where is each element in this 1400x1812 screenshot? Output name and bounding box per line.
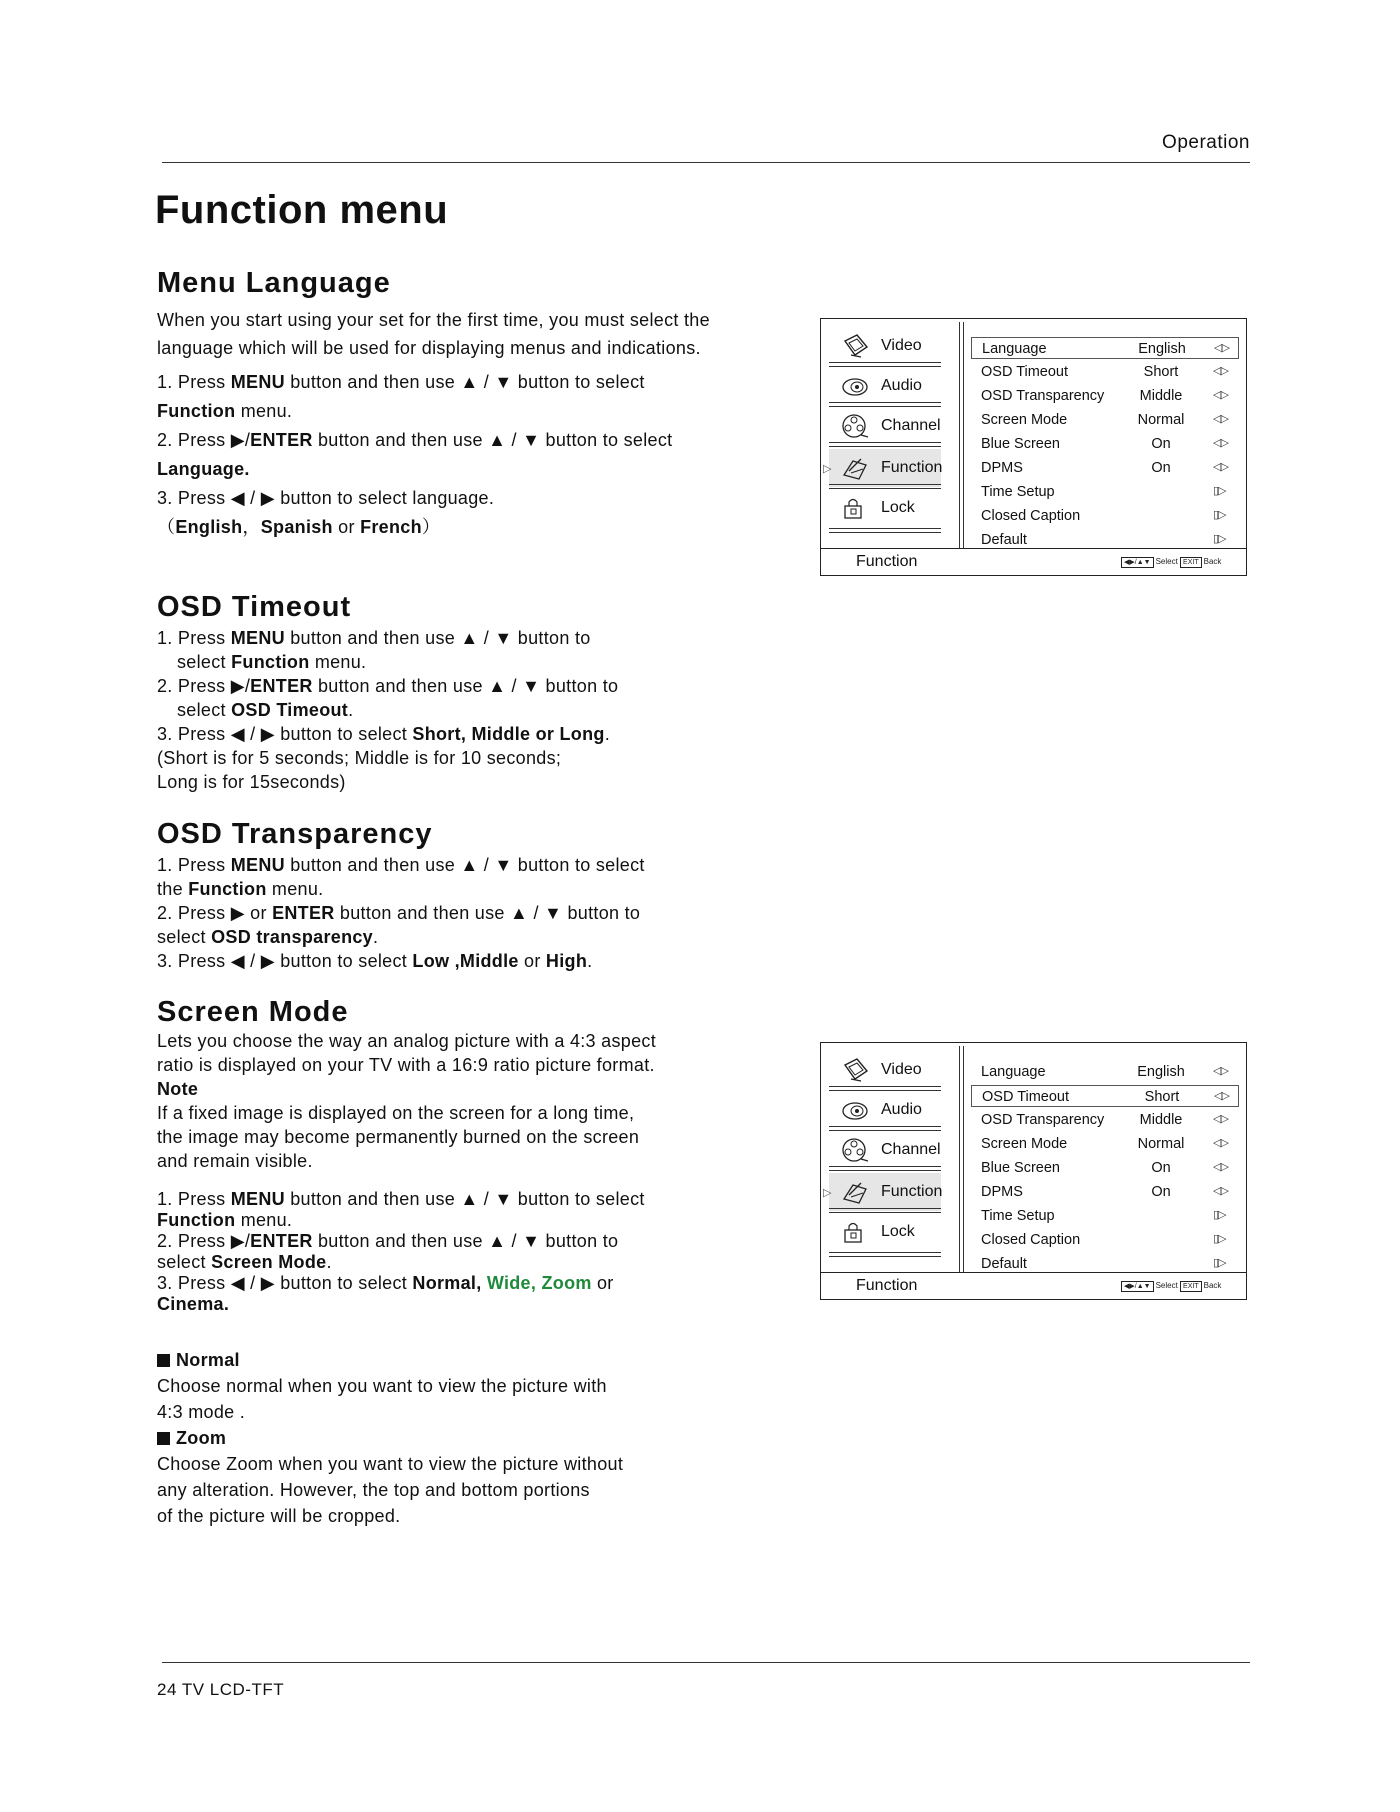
channel-reel-icon — [841, 413, 869, 439]
heading-menu-language: Menu Language — [157, 267, 391, 299]
osd-row-value: Middle — [1139, 388, 1183, 404]
hint-back-text: Back — [1203, 557, 1222, 566]
osd-category-label: Audio — [881, 1101, 922, 1118]
osd-category-function[interactable] — [823, 449, 943, 487]
osd-row-label: Default — [981, 1256, 1027, 1272]
text: 1. Press — [157, 855, 231, 875]
hint-select-text: Select — [1155, 1281, 1178, 1290]
osd-row-osd-transparency[interactable] — [971, 1109, 1239, 1131]
section-screen-mode — [157, 995, 727, 1529]
text: 3. Press ◀ / ▶ button to select — [157, 1273, 413, 1293]
osd-row-osd-timeout[interactable] — [971, 1085, 1239, 1107]
text: menu. — [266, 879, 324, 899]
square-bullet-icon — [157, 1354, 170, 1367]
osd-category-channel[interactable] — [829, 1131, 941, 1169]
text: select — [157, 1252, 212, 1272]
text-bold: Screen Mode — [211, 1252, 327, 1272]
section-osd-timeout — [157, 590, 717, 794]
osd-category-label: Channel — [881, 1141, 941, 1158]
heading-osd-timeout: OSD Timeout — [157, 591, 352, 623]
text: menu. — [309, 652, 367, 672]
text-green: Wide, — [481, 1273, 537, 1293]
osd-row-value: Normal — [1137, 412, 1185, 428]
normal-label — [157, 1347, 727, 1373]
zoom-text-1: Choose Zoom when you want to view the picture without — [157, 1454, 624, 1474]
text: 2. Press ▶/ — [157, 1231, 251, 1251]
osd-row-value: On — [1151, 436, 1171, 452]
text-bold: Spanish — [260, 517, 333, 537]
channel-reel-icon — [841, 1137, 869, 1163]
text: select — [177, 652, 232, 672]
screen-mode-note-3: and remain visible. — [157, 1151, 313, 1171]
submenu-arrow-icon: ▯▷ — [1213, 485, 1226, 497]
osd-category-audio[interactable] — [829, 1091, 941, 1129]
osd-row-label: Blue Screen — [981, 436, 1060, 452]
osd-category-label: Video — [881, 337, 922, 354]
osd-category-label: Lock — [881, 499, 915, 516]
text-bold: MENU — [230, 855, 285, 875]
left-right-arrows-icon: ◁▷ — [1213, 1113, 1228, 1125]
submenu-arrow-icon: ▯▷ — [1213, 1257, 1226, 1269]
osd-row-value: English — [1137, 1064, 1185, 1080]
footer-rule — [162, 1662, 1250, 1663]
text: button and then use ▲ / ▼ button to select — [312, 430, 673, 450]
osd-transparency-step-2 — [157, 901, 717, 925]
text-bold: OSD Timeout — [231, 700, 349, 720]
left-right-arrows-icon: ◁▷ — [1213, 1137, 1228, 1149]
left-right-arrows-icon: ◁▷ — [1213, 1065, 1228, 1077]
osd-row-label: Closed Caption — [981, 1232, 1081, 1248]
osd-transparency-step-1 — [157, 853, 717, 877]
text: button and then use ▲ / ▼ button to — [334, 903, 641, 923]
text: 2. Press ▶/ — [157, 676, 251, 696]
lock-icon — [841, 1219, 869, 1245]
osd-category-list — [821, 1043, 960, 1269]
section-label: Operation — [1162, 132, 1250, 153]
header-rule — [162, 162, 1250, 163]
osd-row-value: English — [1138, 341, 1186, 357]
square-bullet-icon — [157, 1432, 170, 1445]
osd-timeout-note-2: Long is for 15seconds) — [157, 772, 346, 792]
text: or — [332, 517, 361, 537]
menu-language-step-1 — [157, 368, 717, 426]
divider — [829, 528, 941, 533]
hint-back-text: Back — [1203, 1281, 1222, 1290]
text-bold: Cinema. — [157, 1294, 230, 1314]
text-bold: ENTER — [250, 1231, 313, 1251]
osd-row-language[interactable] — [971, 337, 1239, 359]
osd-row-label: OSD Timeout — [981, 364, 1069, 380]
osd-footer-bar — [821, 1272, 1246, 1300]
text: button and then use ▲ / ▼ button to select — [284, 1189, 645, 1209]
text: or — [518, 951, 546, 971]
text-bold: ENTER — [272, 903, 335, 923]
text-bold: Normal — [176, 1350, 240, 1370]
heading-screen-mode: Screen Mode — [157, 996, 349, 1028]
left-right-arrows-icon: ◁▷ — [1214, 342, 1229, 354]
screen-mode-intro-2: ratio is displayed on your TV with a 16:9 ratio picture format. — [157, 1055, 655, 1075]
osd-category-function[interactable] — [823, 1173, 943, 1211]
osd-row-label: Default — [981, 532, 1027, 548]
text: . — [587, 951, 593, 971]
osd-row-dpms[interactable] — [971, 1181, 1239, 1203]
osd-transparency-step-1b — [157, 877, 717, 901]
osd-row-closed-caption[interactable] — [971, 505, 1239, 527]
osd-row-label: Screen Mode — [981, 1136, 1068, 1152]
osd-category-channel[interactable] — [829, 407, 941, 445]
text: button and then use ▲ / ▼ button to select — [284, 372, 645, 392]
text-bold: Note — [157, 1079, 199, 1099]
osd-row-label: Blue Screen — [981, 1160, 1060, 1176]
text: menu. — [235, 401, 293, 421]
text: ） — [421, 517, 441, 537]
left-right-arrows-icon: ◁▷ — [1213, 365, 1228, 377]
osd-row-blue-screen[interactable] — [971, 1157, 1239, 1179]
osd-footer-name: Function — [856, 1277, 918, 1294]
submenu-arrow-icon: ▯▷ — [1213, 1233, 1226, 1245]
osd-timeout-step-3 — [157, 722, 717, 746]
screen-mode-step-3b — [157, 1294, 727, 1315]
divider — [829, 1252, 941, 1257]
text-green: Zoom — [536, 1273, 592, 1293]
osd-transparency-step-3 — [157, 949, 717, 973]
text: . — [348, 700, 354, 720]
exit-key-icon: EXIT — [1180, 1281, 1202, 1292]
text: . — [604, 724, 610, 744]
page-footer: 24 TV LCD-TFT — [157, 1680, 285, 1699]
left-right-arrows-icon: ◁▷ — [1213, 413, 1228, 425]
text: select — [177, 700, 232, 720]
left-right-arrows-icon: ◁▷ — [1213, 389, 1228, 401]
osd-row-label: Language — [982, 341, 1047, 357]
osd-category-label: Function — [881, 459, 943, 476]
osd-timeout-step-1 — [157, 626, 717, 650]
osd-row-label: OSD Transparency — [981, 1112, 1105, 1128]
text-bold: Function — [157, 1210, 236, 1230]
osd-row-value: On — [1151, 1184, 1171, 1200]
osd-footer-name: Function — [856, 553, 918, 570]
left-right-arrows-icon: ◁▷ — [1213, 461, 1228, 473]
text-bold: Zoom — [176, 1428, 227, 1448]
zoom-label — [157, 1425, 727, 1451]
screen-mode-step-3 — [157, 1273, 727, 1294]
osd-category-video[interactable] — [829, 1051, 941, 1089]
osd-category-lock[interactable] — [829, 1213, 941, 1251]
screen-mode-note-2: the image may become permanently burned on the screen — [157, 1127, 640, 1147]
osd-row-value: Normal — [1137, 1136, 1185, 1152]
osd-vertical-divider — [959, 322, 964, 548]
text: button and then use ▲ / ▼ button to — [312, 676, 619, 696]
osd-menu-panel-2 — [820, 1042, 1247, 1300]
menu-language-step-2 — [157, 426, 717, 484]
osd-row-value: Middle — [1139, 1112, 1183, 1128]
text-bold: Language. — [157, 459, 250, 479]
section-osd-transparency — [157, 817, 717, 973]
osd-row-label: DPMS — [981, 460, 1023, 476]
menu-language-options — [157, 513, 717, 542]
text: 1. Press — [157, 372, 231, 392]
text: . — [373, 927, 379, 947]
text-bold: Normal, — [412, 1273, 482, 1293]
zoom-text-2: any alteration. However, the top and bottom portions — [157, 1480, 590, 1500]
osd-row-value: Short — [1144, 1089, 1180, 1105]
text-bold: MENU — [230, 372, 285, 392]
text: 2. Press ▶/ — [157, 430, 251, 450]
osd-row-language[interactable] — [971, 1061, 1239, 1083]
text-bold: Function — [231, 652, 310, 672]
osd-row-screen-mode[interactable] — [971, 409, 1239, 431]
osd-row-closed-caption[interactable] — [971, 1229, 1239, 1251]
submenu-arrow-icon: ▯▷ — [1213, 509, 1226, 521]
osd-row-screen-mode[interactable] — [971, 1133, 1239, 1155]
osd-category-label: Audio — [881, 377, 922, 394]
screen-mode-step-1b — [157, 1210, 727, 1231]
osd-row-label: Time Setup — [981, 484, 1055, 500]
function-tools-icon — [841, 1179, 869, 1205]
osd-timeout-step-2 — [157, 674, 717, 698]
text-bold: ENTER — [250, 676, 313, 696]
speaker-icon — [841, 373, 869, 399]
text: 1. Press — [157, 628, 231, 648]
osd-row-value: On — [1151, 460, 1171, 476]
osd-timeout-step-1b — [157, 650, 717, 674]
submenu-arrow-icon: ▯▷ — [1213, 1209, 1226, 1221]
osd-key-hint — [1121, 557, 1221, 568]
osd-timeout-note-1: (Short is for 5 seconds; Middle is for 10 seconds; — [157, 748, 562, 768]
selected-arrow-icon: ▷ — [823, 463, 832, 475]
text: the — [157, 879, 189, 899]
screen-mode-note-1: If a fixed image is displayed on the screen for a long time, — [157, 1103, 635, 1123]
osd-vertical-divider — [959, 1046, 964, 1272]
selected-arrow-icon: ▷ — [823, 1187, 832, 1199]
text: 3. Press ◀ / ▶ button to select — [157, 724, 413, 744]
zoom-text-3: of the picture will be cropped. — [157, 1506, 401, 1526]
osd-key-hint — [1121, 1281, 1221, 1292]
text: （ — [157, 517, 176, 537]
text-bold: Low ,Middle — [412, 951, 519, 971]
menu-language-step-3: 3. Press ◀ / ▶ button to select language. — [157, 488, 495, 508]
page-title: Function menu — [155, 188, 449, 232]
menu-language-intro: When you start using your set for the first time, you must select the language which will be used for displaying menus and indications. — [157, 310, 710, 358]
osd-row-osd-timeout[interactable] — [971, 361, 1239, 383]
osd-category-video[interactable] — [829, 327, 941, 365]
hint-select-text: Select — [1155, 557, 1178, 566]
left-right-arrows-icon: ◁▷ — [1213, 1161, 1228, 1173]
osd-category-label: Function — [881, 1183, 943, 1200]
section-menu-language — [157, 266, 717, 542]
normal-text-2: 4:3 mode . — [157, 1402, 246, 1422]
left-right-arrows-icon: ◁▷ — [1213, 1185, 1228, 1197]
video-icon — [841, 333, 869, 359]
divider — [829, 442, 941, 447]
text: button and then use ▲ / ▼ button to — [312, 1231, 619, 1251]
osd-menu-panel-1 — [820, 318, 1247, 576]
text-bold: ENTER — [250, 430, 313, 450]
left-right-arrows-icon: ◁▷ — [1213, 437, 1228, 449]
text-bold: MENU — [230, 1189, 285, 1209]
normal-text-1: Choose normal when you want to view the picture with — [157, 1376, 607, 1396]
screen-mode-note-label — [157, 1077, 727, 1101]
osd-row-label: Time Setup — [981, 1208, 1055, 1224]
osd-row-osd-transparency[interactable] — [971, 385, 1239, 407]
video-icon — [841, 1057, 869, 1083]
text-bold: MENU — [230, 628, 285, 648]
function-tools-icon — [841, 455, 869, 481]
osd-category-label: Channel — [881, 417, 941, 434]
osd-row-value: On — [1151, 1160, 1171, 1176]
osd-row-label: Language — [981, 1064, 1046, 1080]
osd-row-label: Closed Caption — [981, 508, 1081, 524]
text-bold: High — [545, 951, 588, 971]
osd-footer-bar — [821, 548, 1246, 576]
text: button and then use ▲ / ▼ button to select — [284, 855, 645, 875]
text: button and then use ▲ / ▼ button to — [284, 628, 591, 648]
osd-timeout-step-2b — [157, 698, 717, 722]
text-bold: Short, Middle or Long — [412, 724, 605, 744]
speaker-icon — [841, 1097, 869, 1123]
nav-keys-icon: ◀▶/▲▼ — [1121, 1281, 1154, 1292]
screen-mode-intro-1: Lets you choose the way an analog picture with a 4:3 aspect — [157, 1031, 657, 1051]
osd-row-blue-screen[interactable] — [971, 433, 1239, 455]
osd-row-label: DPMS — [981, 1184, 1023, 1200]
text-bold: Function — [188, 879, 267, 899]
text: 1. Press — [157, 1189, 231, 1209]
text-bold: English — [175, 517, 243, 537]
text: menu. — [235, 1210, 293, 1230]
left-right-arrows-icon: ◁▷ — [1214, 1090, 1229, 1102]
text-bold: French — [360, 517, 422, 537]
exit-key-icon: EXIT — [1180, 557, 1202, 568]
screen-mode-step-2 — [157, 1231, 727, 1252]
text: or — [591, 1273, 614, 1293]
text-bold: Function — [157, 401, 236, 421]
osd-category-label: Lock — [881, 1223, 915, 1240]
submenu-arrow-icon: ▯▷ — [1213, 533, 1226, 545]
osd-row-label: OSD Transparency — [981, 388, 1105, 404]
text: . — [326, 1252, 332, 1272]
screen-mode-step-1 — [157, 1189, 727, 1210]
text: 3. Press ◀ / ▶ button to select — [157, 951, 413, 971]
osd-row-label: Screen Mode — [981, 412, 1068, 428]
text: ， — [242, 517, 261, 537]
osd-category-audio[interactable] — [829, 367, 941, 405]
osd-row-value: Short — [1143, 364, 1179, 380]
screen-mode-step-2b — [157, 1252, 727, 1273]
divider — [829, 1166, 941, 1171]
osd-row-label: OSD Timeout — [982, 1089, 1070, 1105]
text-bold: OSD transparency — [211, 927, 373, 947]
heading-osd-transparency: OSD Transparency — [157, 818, 433, 850]
osd-transparency-step-2b — [157, 925, 717, 949]
osd-row-dpms[interactable] — [971, 457, 1239, 479]
osd-category-list — [821, 319, 960, 545]
osd-row-time-setup[interactable] — [971, 481, 1239, 503]
text: 2. Press ▶ or — [157, 903, 273, 923]
nav-keys-icon: ◀▶/▲▼ — [1121, 557, 1154, 568]
osd-category-label: Video — [881, 1061, 922, 1078]
osd-category-lock[interactable] — [829, 489, 941, 527]
osd-row-time-setup[interactable] — [971, 1205, 1239, 1227]
text: select — [157, 927, 212, 947]
lock-icon — [841, 495, 869, 521]
